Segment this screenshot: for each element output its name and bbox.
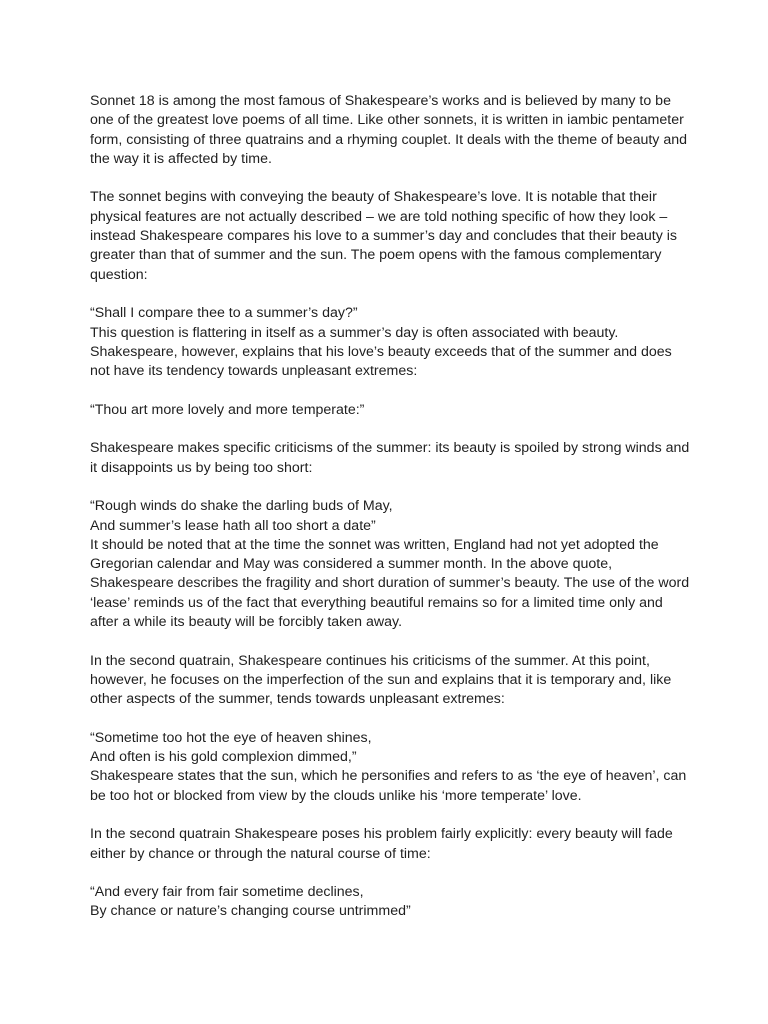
quote-line: And summer’s lease hath all too short a date” (90, 517, 376, 534)
text-line: In the second quatrain, Shakespeare continues his criticisms of the summer. At this point, (90, 652, 650, 669)
text-line: Shakespeare states that the sun, which he personifies and refers to as ‘the eye of heaven’, can (90, 768, 687, 785)
text-line: question: (90, 266, 148, 283)
paragraph-quote-winds (90, 497, 690, 632)
text-line: one of the greatest love poems of all time. Like other sonnets, it is written in iambic pentameter (90, 112, 684, 129)
text-line: Shakespeare makes specific criticisms of the summer: its beauty is spoiled by strong winds and (90, 440, 690, 457)
text-line: the way it is affected by time. (90, 150, 272, 167)
text-line: Sonnet 18 is among the most famous of Shakespeare’s works and is believed by many to be (90, 93, 671, 109)
paragraph-opening (90, 188, 690, 284)
text-line: Gregorian calendar and May was considered a summer month. In the above quote, (90, 556, 613, 573)
paragraph-quote-sun (90, 729, 690, 806)
text-line: The sonnet begins with conveying the beauty of Shakespeare’s love. It is notable that their (90, 189, 657, 206)
text-line: greater than that of summer and the sun. The poem opens with the famous complementary (90, 247, 662, 264)
text-line: Shakespeare, however, explains that his love’s beauty exceeds that of the summer and does (90, 343, 672, 360)
text-line: however, he focuses on the imperfection of the sun and explains that it is temporary and, like (90, 671, 672, 688)
text-line: it disappoints us by being too short: (90, 459, 313, 476)
quote-line: And often is his gold complexion dimmed,” (90, 749, 357, 766)
paragraph-intro (90, 92, 690, 169)
text-line: either by chance or through the natural course of time: (90, 845, 431, 862)
text-line: be too hot or blocked from view by the clouds unlike his ‘more temperate’ love. (90, 787, 582, 804)
text-line: It should be noted that at the time the sonnet was written, England had not yet adopted the (90, 536, 659, 553)
quote-line: By chance or nature’s changing course untrimmed” (90, 903, 411, 920)
paragraph-quote-compare (90, 304, 690, 381)
quote-line: “And every fair from fair sometime declines, (90, 884, 364, 901)
document-body (90, 92, 690, 941)
paragraph-quote-fair (90, 883, 690, 922)
text-line: instead Shakespeare compares his love to a summer’s day and concludes that their beauty is (90, 228, 678, 245)
text-line: Shakespeare describes the fragility and short duration of summer’s beauty. The use of the word (90, 575, 690, 592)
text-line: after a while its beauty will be forcibly taken away. (90, 614, 403, 631)
quote-line: “Thou art more lovely and more temperate:” (90, 401, 365, 418)
text-line: This question is flattering in itself as a summer’s day is often associated with beauty. (90, 324, 619, 341)
quote-line: “Sometime too hot the eye of heaven shines, (90, 729, 372, 746)
text-line: other aspects of the summer, tends towards unpleasant extremes: (90, 691, 505, 708)
paragraph-criticisms (90, 439, 690, 478)
text-line: not have its tendency towards unpleasant extremes: (90, 363, 418, 380)
paragraph-second-quatrain (90, 652, 690, 710)
text-line: ‘lease’ reminds us of the fact that everything beautiful remains so for a limited time only and (90, 594, 663, 611)
paragraph-problem (90, 825, 690, 864)
text-line: In the second quatrain Shakespeare poses his problem fairly explicitly: every beauty will fade (90, 826, 673, 843)
text-line: physical features are not actually described – we are told nothing specific of how they look – (90, 208, 668, 225)
text-line: form, consisting of three quatrains and a rhyming couplet. It deals with the theme of beauty and (90, 131, 688, 148)
paragraph-quote-lovely (90, 401, 690, 420)
quote-line: “Shall I compare thee to a summer’s day?” (90, 305, 358, 322)
quote-line: “Rough winds do shake the darling buds of May, (90, 498, 393, 515)
